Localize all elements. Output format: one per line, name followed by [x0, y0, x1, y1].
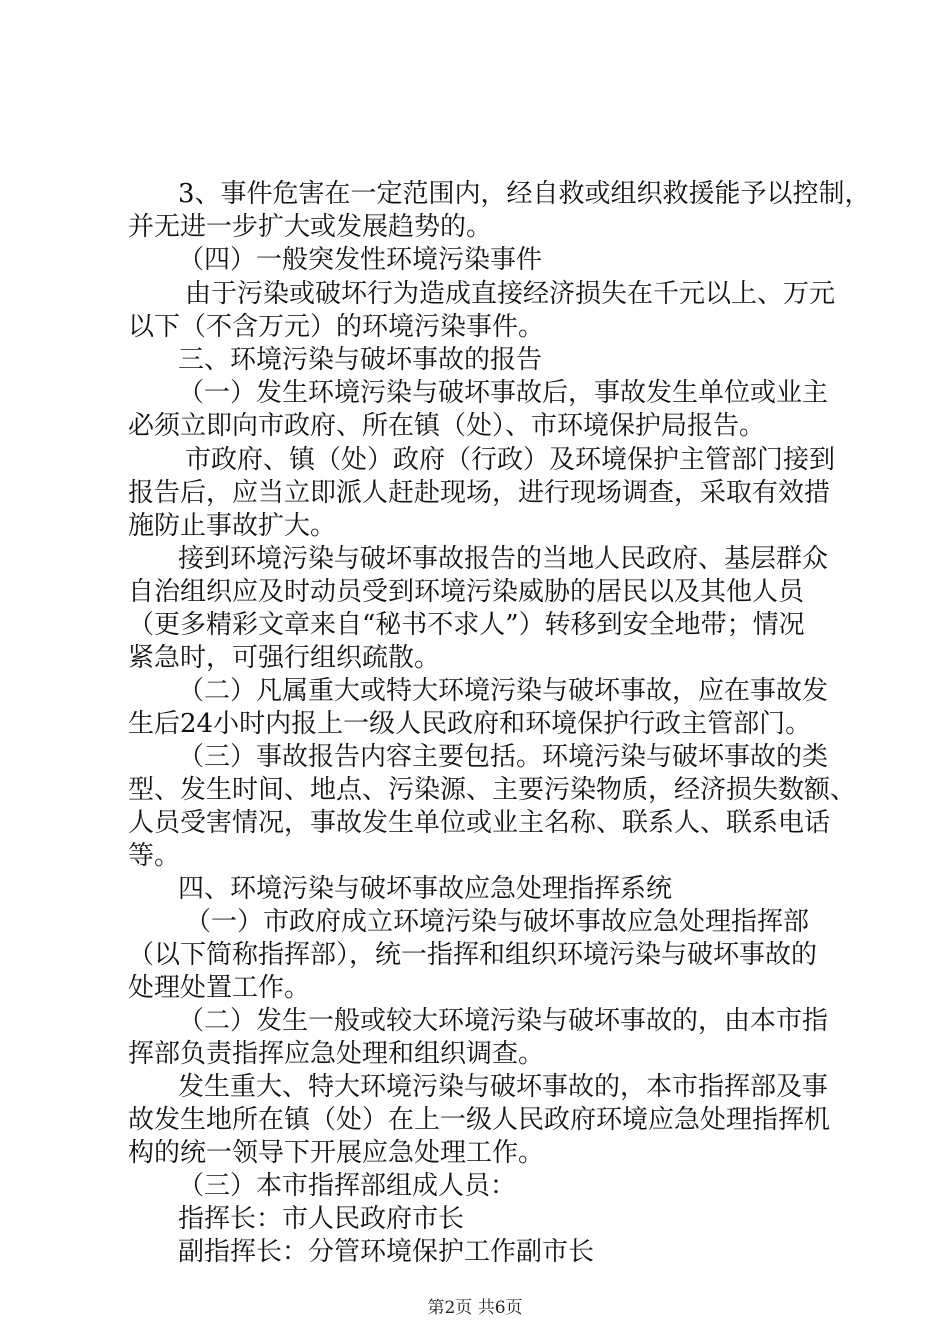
text-line: 发生重大、特大环境污染与破坏事故的，本市指挥部及事	[178, 1072, 829, 1102]
text-line: 等。	[128, 841, 181, 871]
section-heading: 三、环境污染与破坏事故的报告	[178, 345, 543, 375]
text-line: 指挥长：市人民政府市长	[178, 1204, 465, 1234]
text-line: 型、发生时间、地点、污染源、主要污染物质，经济损失数额、	[128, 775, 857, 805]
text-line: 处理处置工作。	[128, 973, 311, 1003]
text-line: 报告后，应当立即派人赶赴现场，进行现场调查，采取有效措	[128, 478, 831, 508]
text-line: （更多精彩文章来自“秘书不求人”）转移到安全地带；情况	[128, 610, 805, 640]
text-line: 挥部负责指挥应急处理和组织调查。	[128, 1039, 545, 1069]
page-number: 第2页 共6页	[427, 1298, 523, 1318]
section-heading: 四、环境污染与破坏事故应急处理指挥系统	[178, 874, 673, 904]
text-line: （二）发生一般或较大环境污染与破坏事故的，由本市指	[178, 1006, 829, 1036]
text-line: （一）市政府成立环境污染与破坏事故应急处理指挥部	[185, 907, 810, 937]
text-line: 副指挥长：分管环境保护工作副市长	[178, 1237, 595, 1267]
section-heading: （四）一般突发性环境污染事件	[178, 245, 543, 275]
text-line: 自治组织应及时动员受到环境污染威胁的居民以及其他人员	[128, 577, 805, 607]
text-line: （一）发生环境污染与破坏事故后，事故发生单位或业主	[178, 378, 829, 408]
text-line: 生后24小时内报上一级人民政府和环境保护行政主管部门。	[128, 709, 812, 739]
text-line: 由于污染或破坏行为造成直接经济损失在千元以上、万元	[185, 279, 836, 309]
text-line: 故发生地所在镇（处）在上一级人民政府环境应急处理指挥机	[128, 1105, 831, 1135]
text-line: 施防止事故扩大。	[128, 511, 337, 541]
text-line: 构的统一领导下开展应急处理工作。	[128, 1138, 545, 1168]
section-heading: （三）本市指挥部组成人员：	[178, 1171, 517, 1201]
text-line: 必须立即向市政府、所在镇（处）、市环境保护局报告。	[128, 411, 766, 441]
text-line: （三）事故报告内容主要包括。环境污染与破坏事故的类	[178, 742, 829, 772]
text-line: 以下（不含万元）的环境污染事件。	[128, 312, 545, 342]
text-line: 人员受害情况，事故发生单位或业主名称、联系人、联系电话	[128, 808, 831, 838]
text-line: （二）凡属重大或特大环境污染与破坏事故，应在事故发	[178, 676, 829, 706]
text-line: （以下简称指挥部），统一指挥和组织环境污染与破坏事故的	[128, 940, 818, 970]
text-line: 并无进一步扩大或发展趋势的。	[128, 212, 493, 242]
text-line: 接到环境污染与破坏事故报告的当地人民政府、基层群众	[178, 544, 829, 574]
text-line: 紧急时，可强行组织疏散。	[128, 643, 441, 673]
text-line: 3、事件危害在一定范围内，经自救或组织救援能予以控制，	[178, 179, 871, 209]
text-line: 市政府、镇（处）政府（行政）及环境保护主管部门接到	[185, 445, 836, 475]
